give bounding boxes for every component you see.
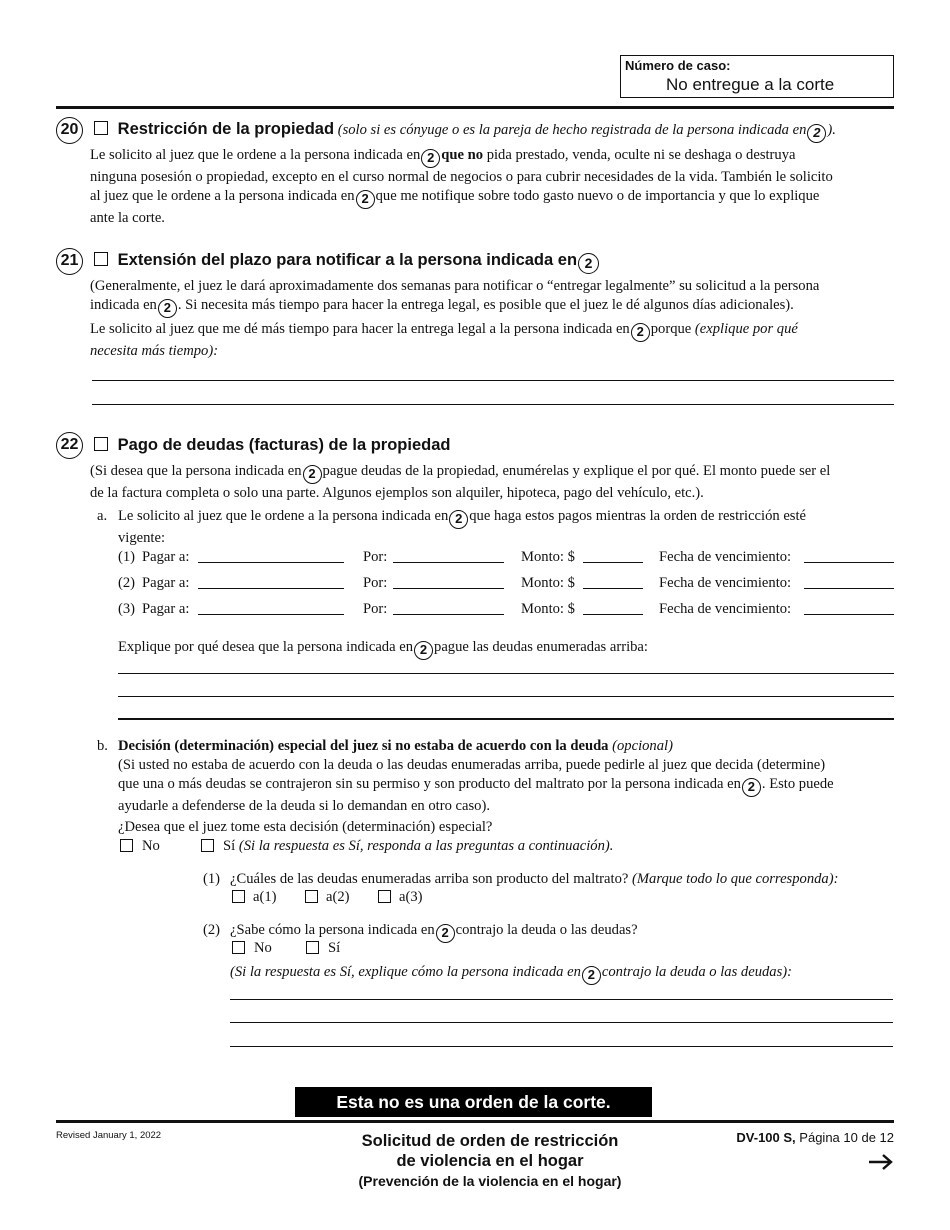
debt-row: (3) Pagar a: Por: Monto: $ Fecha de vencimiento: (118, 600, 894, 620)
section-20-checkbox[interactable] (94, 121, 108, 135)
q2-answer-line[interactable] (230, 999, 893, 1000)
q2-si-label: Sí (328, 940, 341, 956)
section-22-checkbox[interactable] (94, 437, 108, 451)
section-21-answer-line[interactable] (92, 404, 894, 405)
pay-to-field[interactable] (198, 549, 344, 563)
explain-answer-line[interactable] (118, 673, 894, 674)
due-date-field[interactable] (804, 549, 894, 563)
option-a2-checkbox[interactable] (305, 890, 318, 903)
section-21-answer-line[interactable] (92, 380, 894, 381)
due-date-field[interactable] (804, 601, 894, 615)
not-court-order-banner: Esta no es una orden de la corte. (295, 1087, 652, 1117)
circle-2-ref: 2 (582, 966, 601, 985)
si-label: Sí (Si la respuesta es Sí, responda a las preguntas a continuación). (223, 838, 614, 854)
item-b-block: Decisión (determinación) especial del juez si no estaba de acuerdo con la deuda (opcional) (Si usted no estaba de acuerdo con la deuda o las deudas enumeradas arriba, puede pedirle al juez que decida (determine) que una o más deudas se contrajeron sin su permiso y son producto del maltrato por la persona indicada en 2 . Esto puede ayudarle a defenderse de la deuda si lo demandan en otro caso). (118, 738, 834, 814)
item-a-text: Le solicito al juez que le ordene a la persona indicada en 2 que haga estos pagos mientras la orden de restricción esté vigente: (118, 508, 807, 546)
section-20-title-note: (solo si es cónyuge o es la pareja de hecho registrada de la persona indicada en 2 ). (338, 122, 836, 138)
circle-2-ref: 2 (158, 299, 177, 318)
pay-to-field[interactable] (198, 601, 344, 615)
section-20-heading (94, 120, 894, 143)
circle-2-ref: 2 (631, 323, 650, 342)
circle-2-ref: 2 (421, 149, 440, 168)
item-b-answer-row (118, 837, 718, 857)
section-20-paragraph: Le solicito al juez que le ordene a la persona indicada en 2 que no pida prestado, venda, oculte ni se deshaga o destruya ninguna posesión o propiedad, excepto en el curso normal de negocios o para cubrir necesidades de la vida. También le solicito al juez que le ordene a la persona indicada en 2 que me notifique sobre todo gasto nuevo o de importancia y que lo explique ante la corte. (90, 147, 833, 226)
amount-field[interactable] (583, 601, 643, 615)
item-b-label: b. (97, 738, 108, 754)
form-id: DV-100 S, (736, 1130, 796, 1145)
no-label: No (142, 838, 160, 854)
explain-prompt: Explique por qué desea que la persona indicada en 2 pague las deudas enumeradas arriba: (118, 638, 648, 660)
debt-row: (2) Pagar a: Por: Monto: $ Fecha de vencimiento: (118, 574, 894, 594)
case-number-label: Número de caso: (625, 58, 731, 73)
section-21-paragraph-1: (Generalmente, el juez le dará aproximadamente dos semanas para notificar o “entregar legalmente” su solicitud a la persona indicada en 2 . Si necesita más tiempo para hacer la entrega legal, es posible que el juez le dé algunos días adicionales). (90, 277, 890, 318)
circle-2-ref: 2 (742, 778, 761, 797)
page-number: DV-100 S, Página 10 de 12 (736, 1130, 894, 1145)
section-22-heading (94, 436, 450, 456)
circle-2-ref: 2 (436, 924, 455, 943)
section-21-heading (94, 251, 600, 274)
question-1-options (230, 888, 530, 908)
option-a1-checkbox[interactable] (232, 890, 245, 903)
question-1-text: ¿Cuáles de las deudas enumeradas arriba son producto del maltrato? (Marque todo lo que corresponda): (230, 871, 839, 887)
pay-to-field[interactable] (198, 575, 344, 589)
for-field[interactable] (393, 575, 504, 589)
top-rule (56, 106, 894, 109)
amount-field[interactable] (583, 575, 643, 589)
circle-2-ref: 2 (414, 641, 433, 660)
option-a3-checkbox[interactable] (378, 890, 391, 903)
section-20-title: Restricción de la propiedad (117, 120, 335, 138)
for-field[interactable] (393, 601, 504, 615)
item-b-question: ¿Desea que el juez tome esta decisión (determinación) especial? (118, 819, 493, 835)
q2-answer-line[interactable] (230, 1046, 893, 1047)
circle-2-ref: 2 (578, 253, 599, 274)
question-2-answer-row (230, 939, 530, 959)
item-b-title: Decisión (determinación) especial del juez si no estaba de acuerdo con la deuda (118, 738, 609, 754)
option-label: a(1) (253, 889, 277, 905)
amount-field[interactable] (583, 549, 643, 563)
q2-answer-line[interactable] (230, 1022, 893, 1023)
explain-answer-line[interactable] (118, 718, 894, 720)
q2-si-checkbox[interactable] (306, 941, 319, 954)
section-21-paragraph-2: Le solicito al juez que me dé más tiempo para hacer la entrega legal a la persona indicada en 2 porque (explique por qué necesita más tiempo): (90, 321, 798, 359)
section-22-number: 22 (56, 432, 83, 459)
debt-row: (1) Pagar a: Por: Monto: $ Fecha de vencimiento: (118, 548, 894, 568)
circle-2-ref: 2 (449, 510, 468, 529)
section-21-number: 21 (56, 248, 83, 275)
footer-rule (56, 1120, 894, 1123)
option-label: a(3) (399, 889, 423, 905)
next-page-arrow-icon (868, 1153, 894, 1177)
form-title: Solicitud de orden de restricción de violencia en el hogar (Prevención de la violencia en el hogar) (358, 1132, 622, 1189)
q2-no-label: No (254, 940, 272, 956)
section-21-title: Extensión del plazo para notificar a la persona indicada en (117, 251, 578, 269)
si-checkbox[interactable] (201, 839, 214, 852)
question-2-note: (Si la respuesta es Sí, explique cómo la persona indicada en 2 contrajo la deuda o las deudas): (230, 963, 792, 985)
circle-2-ref: 2 (356, 190, 375, 209)
explain-answer-line[interactable] (118, 696, 894, 697)
question-2-number: (2) (203, 922, 221, 938)
section-22-intro: (Si desea que la persona indicada en 2 pague deudas de la propiedad, enumérelas y explique el por qué. El monto puede ser el de la factura completa o solo una parte. Algunos ejemplos son alquiler, hipoteca, pago del vehículo, etc.). (90, 463, 831, 501)
section-21-checkbox[interactable] (94, 252, 108, 266)
circle-2-ref: 2 (303, 465, 322, 484)
section-20-number: 20 (56, 117, 83, 144)
revised-date: Revised January 1, 2022 (56, 1130, 162, 1141)
section-22-title: Pago de deudas (facturas) de la propiedad (117, 436, 451, 454)
circle-2-ref: 2 (807, 124, 826, 143)
case-number-box (620, 55, 894, 98)
q2-no-checkbox[interactable] (232, 941, 245, 954)
for-field[interactable] (393, 549, 504, 563)
item-a-label: a. (97, 508, 108, 524)
question-1-number: (1) (203, 871, 221, 887)
no-checkbox[interactable] (120, 839, 133, 852)
option-label: a(2) (326, 889, 350, 905)
question-2-text: ¿Sabe cómo la persona indicada en 2 contrajo la deuda o las deudas? (230, 921, 638, 943)
due-date-field[interactable] (804, 575, 894, 589)
case-number-value[interactable]: No entregue a la corte (666, 75, 835, 94)
